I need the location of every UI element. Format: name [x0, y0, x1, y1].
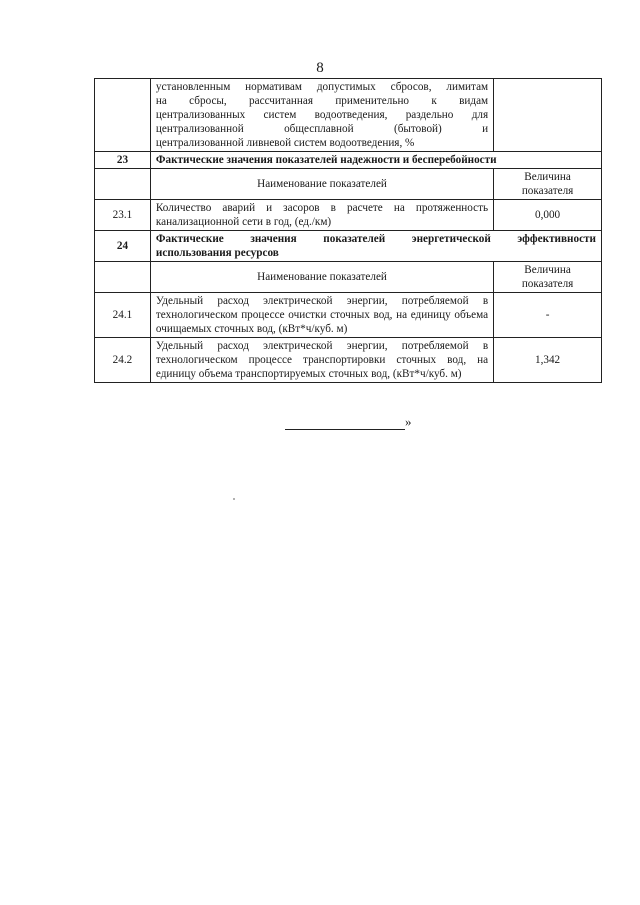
section-24-title-row [95, 231, 602, 262]
row-text: Удельный расход электрической энергии, потребляемой в технологическом процессе очистки сточных вод, на единицу объема очищаемых сточных вод, (кВт*ч/куб. м) [150, 293, 493, 338]
row-number: 24.1 [95, 293, 151, 338]
section-24-header-empty [95, 262, 151, 293]
closing-underline [285, 418, 405, 430]
row-value: - [494, 293, 602, 338]
scan-speck [233, 498, 235, 500]
table-row [95, 200, 602, 231]
table-row [95, 338, 602, 383]
section-23-header-row [95, 169, 602, 200]
row-text: Удельный расход электрической энергии, потребляемой в технологическом процессе транспортировки сточных вод, на единицу объема транспортируемых сточных вод, (кВт*ч/куб. м) [150, 338, 493, 383]
section-24-title-line2: использования ресурсов [155, 247, 279, 259]
section-24-number: 24 [95, 231, 151, 262]
closing-mark [285, 414, 415, 430]
section-24-header-value: Величина показателя [494, 262, 602, 293]
table-row [95, 293, 602, 338]
row-text: Количество аварий и засоров в расчете на протяженность канализационной сети в год, (ед./км) [150, 200, 493, 231]
section-23-header-value: Величина показателя [494, 169, 602, 200]
section-23-title-row [95, 152, 602, 169]
section-24-title [150, 231, 601, 262]
page-number: 8 [316, 60, 324, 76]
continued-row-text [150, 79, 493, 152]
continued-line: централизованной ливневой систем водоотведения, % [155, 137, 415, 149]
continued-line: централизованных систем водоотведения, раздельно для [155, 109, 489, 121]
section-23-header-empty [95, 169, 151, 200]
continued-row-value-cell [494, 79, 602, 152]
continued-line: на сбросы, рассчитанная применительно к видам [155, 95, 489, 107]
section-23-header-name: Наименование показателей [150, 169, 493, 200]
closing-quote: » [405, 414, 412, 429]
section-24-header-name: Наименование показателей [150, 262, 493, 293]
continued-line: централизованной общесплавной (бытовой) и [155, 123, 489, 135]
continued-line: установленным нормативам допустимых сбросов, лимитам [155, 81, 489, 93]
section-24-header-row [95, 262, 602, 293]
continued-row-num-cell [95, 79, 151, 152]
row-value: 1,342 [494, 338, 602, 383]
section-23-title: Фактические значения показателей надежности и бесперебойности [150, 152, 601, 169]
section-23-number: 23 [95, 152, 151, 169]
continued-row [95, 79, 602, 152]
row-number: 24.2 [95, 338, 151, 383]
section-24-title-line1: Фактические значения показателей энергетической эффективности [155, 233, 596, 245]
indicators-table [94, 78, 602, 383]
row-value: 0,000 [494, 200, 602, 231]
row-number: 23.1 [95, 200, 151, 231]
